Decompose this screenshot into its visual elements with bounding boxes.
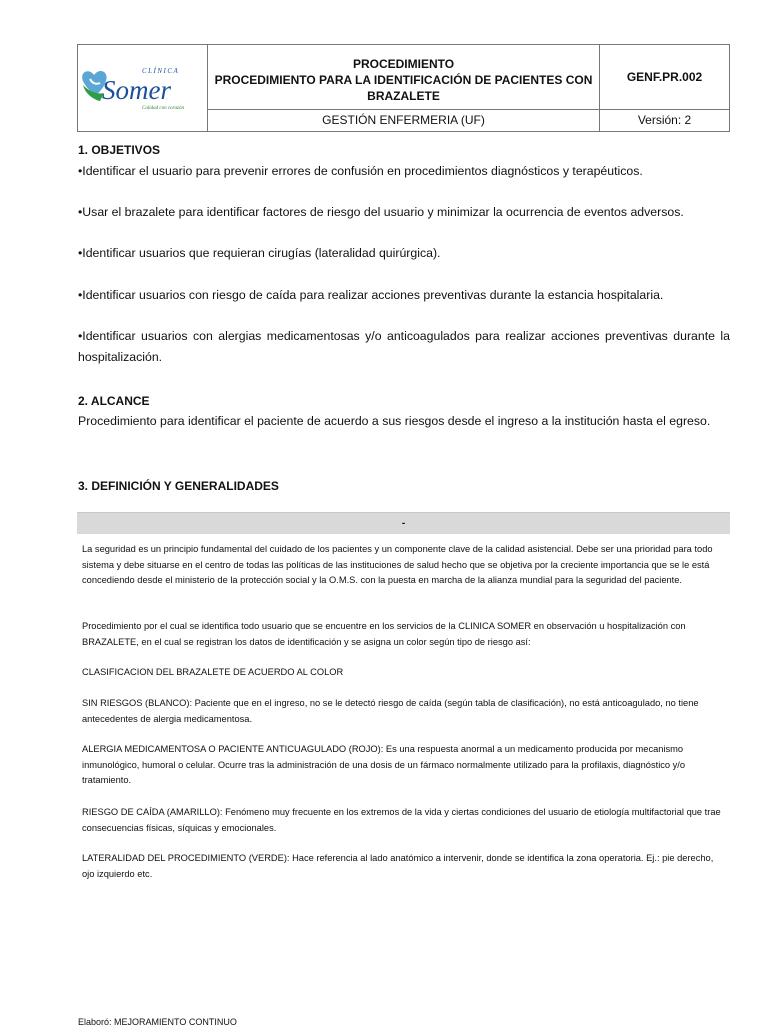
section-heading-alcance: 2. ALCANCE [78,394,150,408]
risk-red-description: ALERGIA MEDICAMENTOSA O PACIENTE ANTICUAGULADO (ROJO): Es una respuesta anormal a un medicamento producida por mecanismo inmunológico, humoral o celular. Ocurre tras la administración de una dosis de un fármaco normalmente utilizado para la profilaxis, diagnóstico y/o tratamiento. [82,744,686,785]
procedure-label: PROCEDIMIENTO [352,57,455,71]
section-heading-objetivos: 1. OBJETIVOS [78,143,161,157]
procedure-title-cell [208,45,600,110]
risk-yellow-description: RIESGO DE CAÍDA (AMARILLO): Fenómeno muy frecuente en los extremos de la vida y ciertas condiciones del usuario de etiología multifactorial que trae consecuencias físicas, síquicas y emocionales. [82,807,721,833]
objective-item: •Identificar usuarios que requieran cirugías (lateralidad quirúrgica). [78,246,441,260]
svg-text:Calidad con corazón: Calidad con corazón [142,106,184,111]
risk-white-description: SIN RIESGOS (BLANCO): Paciente que en el ingreso, no se le detectó riesgo de caída (según tabla de clasificación), no está anticoagulado, no tiene antecedentes de alergia medicamentosa. [82,698,699,724]
objective-item: •Identificar usuarios con alergias medicamentosas y/o anticoagulados para realizar acciones preventivas durante la hospitalización. [78,329,730,364]
version-label: Versión: 2 [637,113,692,127]
procedure-title: PROCEDIMIENTO PARA LA IDENTIFICACIÓN DE PACIENTES CON [214,73,593,87]
document-code: GENF.PR.002 [600,45,729,110]
table-header-bar: - [77,512,730,534]
svg-text:CLÍNICA: CLÍNICA [142,67,180,75]
document-header-table [77,44,730,132]
footer-elaboro: Elaboró: MEJORAMIENTO CONTINUO [78,1017,237,1027]
section-heading-definicion: 3. DEFINICIÓN Y GENERALIDADES [78,479,279,493]
department-label: GESTIÓN ENFERMERIA (UF) [208,110,600,131]
definition-paragraph: Procedimiento por el cual se identifica todo usuario que se encuentre en los servicios de la CLINICA SOMER en observación u hospitalización con BRAZALETE, en el cual se registran los datos de identificación y se asigna un color según tipo de riesgo así: [82,621,686,647]
objective-item: •Identificar usuarios con riesgo de caída para realizar acciones preventivas durante la estancia hospitalaria. [78,288,664,302]
logo-cell [78,45,208,131]
alcance-text: Procedimiento para identificar el paciente de acuerdo a sus riesgos desde el ingreso a la institución hasta el egreso. [78,414,711,428]
objective-item: •Usar el brazalete para identificar factores de riesgo del usuario y minimizar la ocurrencia de eventos adversos. [78,205,684,219]
risk-green-description: LATERALIDAD DEL PROCEDIMIENTO (VERDE): Hace referencia al lado anatómico a intervenir, donde se identifica la zona operatoria. Ej.: pie derecho, ojo izquierdo etc. [82,853,714,879]
definition-paragraph: La seguridad es un principio fundamental del cuidado de los pacientes y un componente clave de la calidad asistencial. Debe ser una prioridad para todo sistema y debe situarse en el centro de todas las políticas de las instituciones de salud hecho que se objetiva por la creciente importancia que se le está concediendo desde el ministerio de la protección social y la O.M.S. con la puesta en marcha de la alianza mundial para la seguridad del paciente. [82,544,713,585]
clinica-somer-logo [80,65,206,111]
procedure-title-cont: BRAZALETE [367,89,440,103]
classification-heading: CLASIFICACION DEL BRAZALETE DE ACUERDO AL COLOR [82,667,344,677]
objective-item: •Identificar el usuario para prevenir errores de confusión en procedimientos diagnósticos y terapéuticos. [78,164,643,178]
svg-text:Somer: Somer [102,75,171,105]
